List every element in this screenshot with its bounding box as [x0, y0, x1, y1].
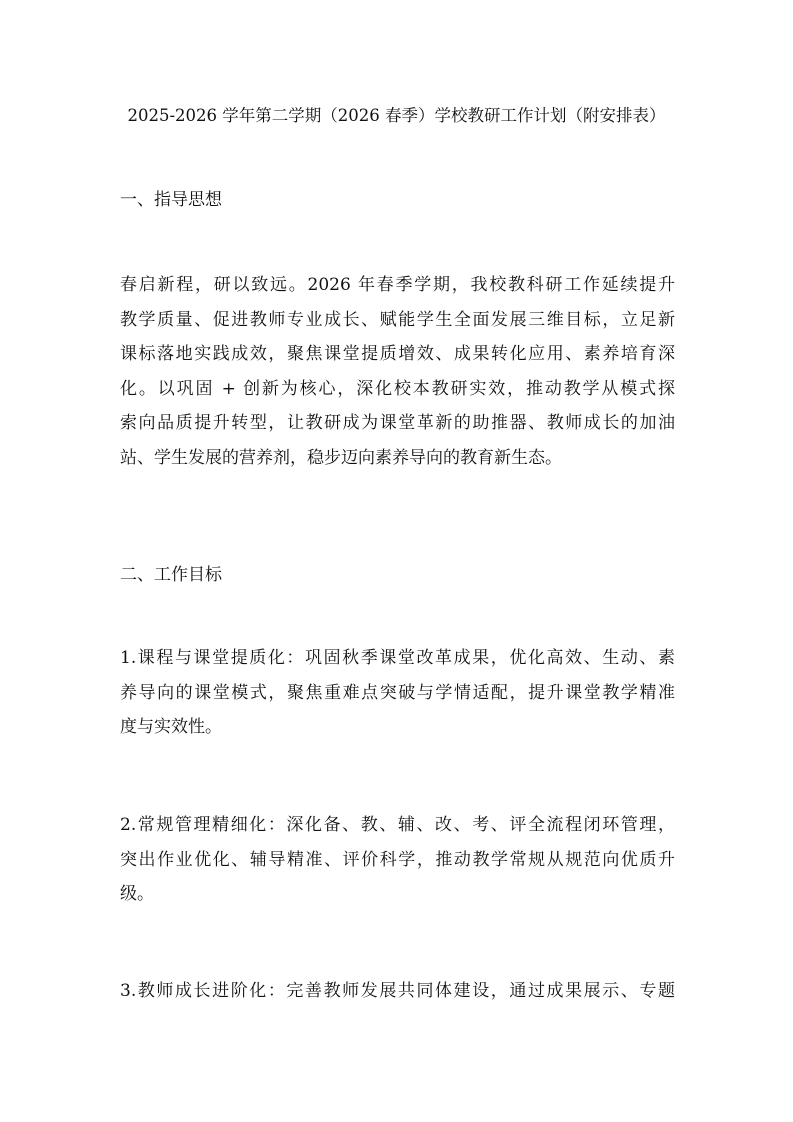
paragraph-line: 突出作业优化、辅导精准、评价科学，推动教学常规从规范向优质升	[120, 849, 675, 870]
paragraph-line: 索向品质提升转型，让教研成为课堂革新的助推器、教师成长的加油	[120, 413, 675, 433]
paragraph-line: 春启新程，研以致远。2026 年春季学期，我校教科研工作延续提升	[120, 275, 675, 295]
paragraph-guiding-ideology	[120, 268, 675, 475]
paragraph-line: 2.常规管理精细化：深化备、教、辅、改、考、评全流程闭环管理，	[120, 815, 675, 835]
paragraph-line: 课标落地实践成效，聚焦课堂提质增效、成果转化应用、素养培育深	[120, 344, 675, 364]
paragraph-line: 级。	[120, 884, 154, 904]
paragraph-line: 3.教师成长进阶化：完善教师发展共同体建设，通过成果展示、专题	[120, 981, 675, 1001]
paragraph-line: 化。以巩固 + 创新为核心，深化校本教研实效，推动教学从模式探	[120, 378, 675, 399]
paragraph-line: 1.课程与课堂提质化：巩固秋季课堂改革成果，优化高效、生动、素	[120, 648, 675, 668]
paragraph-line: 度与实效性。	[120, 717, 222, 737]
section-heading-guiding-ideology: 一、指导思想	[120, 190, 222, 210]
goal-item-1	[120, 641, 675, 745]
goal-item-3	[120, 974, 675, 1009]
paragraph-line: 站、学生发展的营养剂，稳步迈向素养导向的教育新生态。	[120, 447, 562, 468]
paragraph-line: 教学质量、促进教师专业成长、赋能学生全面发展三维目标，立足新	[120, 309, 675, 330]
paragraph-line: 养导向的课堂模式，聚焦重难点突破与学情适配，提升课堂教学精准	[120, 682, 675, 703]
section-heading-work-goals: 二、工作目标	[120, 565, 222, 585]
document-title: 2025-2026 学年第二学期（2026 春季）学校教研工作计划（附安排表）	[127, 106, 666, 125]
goal-item-2	[120, 808, 675, 912]
